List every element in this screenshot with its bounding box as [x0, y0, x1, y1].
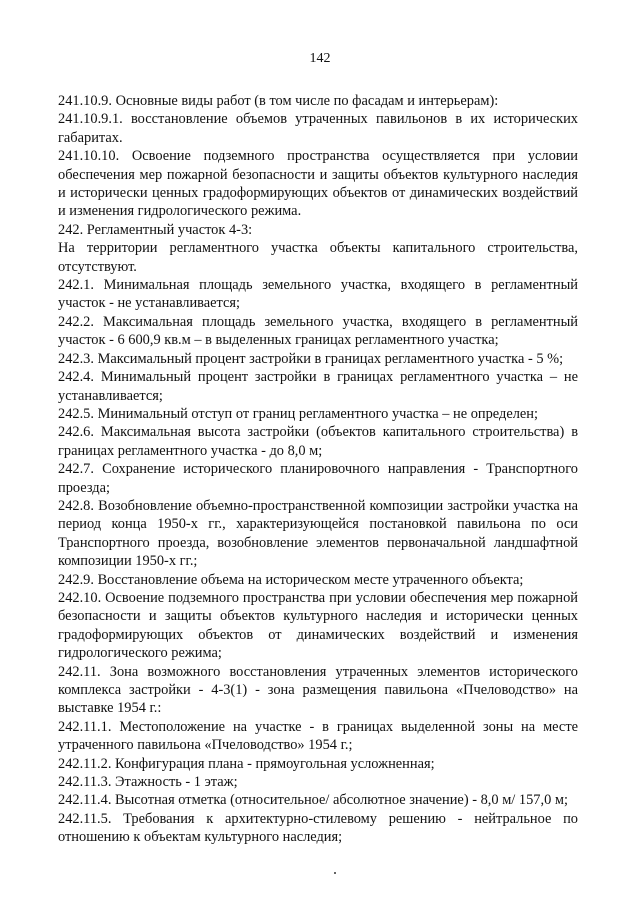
paragraph-241-10-9: 241.10.9. Основные виды работ (в том числе по фасадам и интерьерам):: [58, 93, 499, 109]
paragraph-242-11: 242.11. Зона возможного восстановления утраченных элементов исторического комплекса застройки - 4-3(1) - зона размещения павильона «Пчеловодство» на выставке 1954 г.:: [58, 663, 578, 717]
document-body: [58, 92, 578, 847]
paragraph-242-11-3: 242.11.3. Этажность - 1 этаж;: [58, 774, 238, 791]
paragraph-242-11-1: 242.11.1. Местоположение на участке - в границах выделенной зоны на месте утраченного павильона «Пчеловодство» 1954 г.;: [58, 718, 578, 754]
paragraph-242-7: 242.7. Сохранение исторического планировочного направления - Транспортного проезда;: [58, 461, 578, 496]
paragraph-242-heading: 242. Регламентный участок 4-3:: [58, 221, 253, 238]
paragraph-242-5: 242.5. Минимальный отступ от границ регламентного участка – не определен;: [58, 405, 538, 422]
paragraph-242-9: 242.9. Восстановление объема на историческом месте утраченного объекта;: [58, 571, 524, 588]
paragraph-242-10: 242.10. Освоение подземного пространства при условии обеспечения мер пожарной безопасности и защиты объектов культурного наследия и исторически ценных градоформирующих объектов от динамических воздействий и изменения гидрологического режима;: [58, 589, 578, 662]
paragraph-242-2: 242.2. Максимальная площадь земельного участка, входящего в регламентный участок - 6 600,9 кв.м – в выделенных границах регламентного участка;: [58, 313, 578, 349]
paragraph-242-8: 242.8. Возобновление объемно-пространственной композиции застройки участка на период конца 1950-х гг., характеризующейся постановкой павильона по оси Транспортного проезда, возобновление элементов первоначальной ландшафтной композиции 1950-х гг.;: [58, 497, 578, 570]
paragraph-242-4: 242.4. Минимальный процент застройки в границах регламентного участка – не устанавливается;: [58, 369, 578, 404]
paragraph-242-intro: На территории регламентного участка объекты капитального строительства, отсутствуют.: [58, 240, 578, 275]
paragraph-241-10-10: 241.10.10. Освоение подземного пространства осуществляется при условии обеспечения мер пожарной безопасности и защиты объектов культурного наследия и исторически ценных градоформирующих объектов от динамических воздействий и изменения гидрологического режима.: [58, 148, 578, 220]
paragraph-242-1: 242.1. Минимальная площадь земельного участка, входящего в регламентный участок - не устанавливается;: [58, 277, 578, 312]
paragraph-242-6: 242.6. Максимальная высота застройки (объектов капитального строительства) в границах регламентного участка - до 8,0 м;: [58, 424, 578, 459]
paragraph-241-10-9-1: 241.10.9.1. восстановление объемов утраченных павильонов в их исторических габаритах.: [58, 111, 578, 146]
paragraph-242-11-2: 242.11.2. Конфигурация плана - прямоугольная усложненная;: [58, 755, 435, 772]
page-number: 142: [309, 51, 331, 66]
paragraph-242-11-4: 242.11.4. Высотная отметка (относительное/ абсолютное значение) - 8,0 м/ 157,0 м;: [58, 792, 568, 809]
paragraph-242-11-5: 242.11.5. Требования к архитектурно-стилевому решению - нейтральное по отношению к объектам культурного наследия;: [58, 810, 578, 846]
scan-speck: [334, 872, 336, 874]
paragraph-242-3: 242.3. Максимальный процент застройки в границах регламентного участка - 5 %;: [58, 350, 564, 367]
